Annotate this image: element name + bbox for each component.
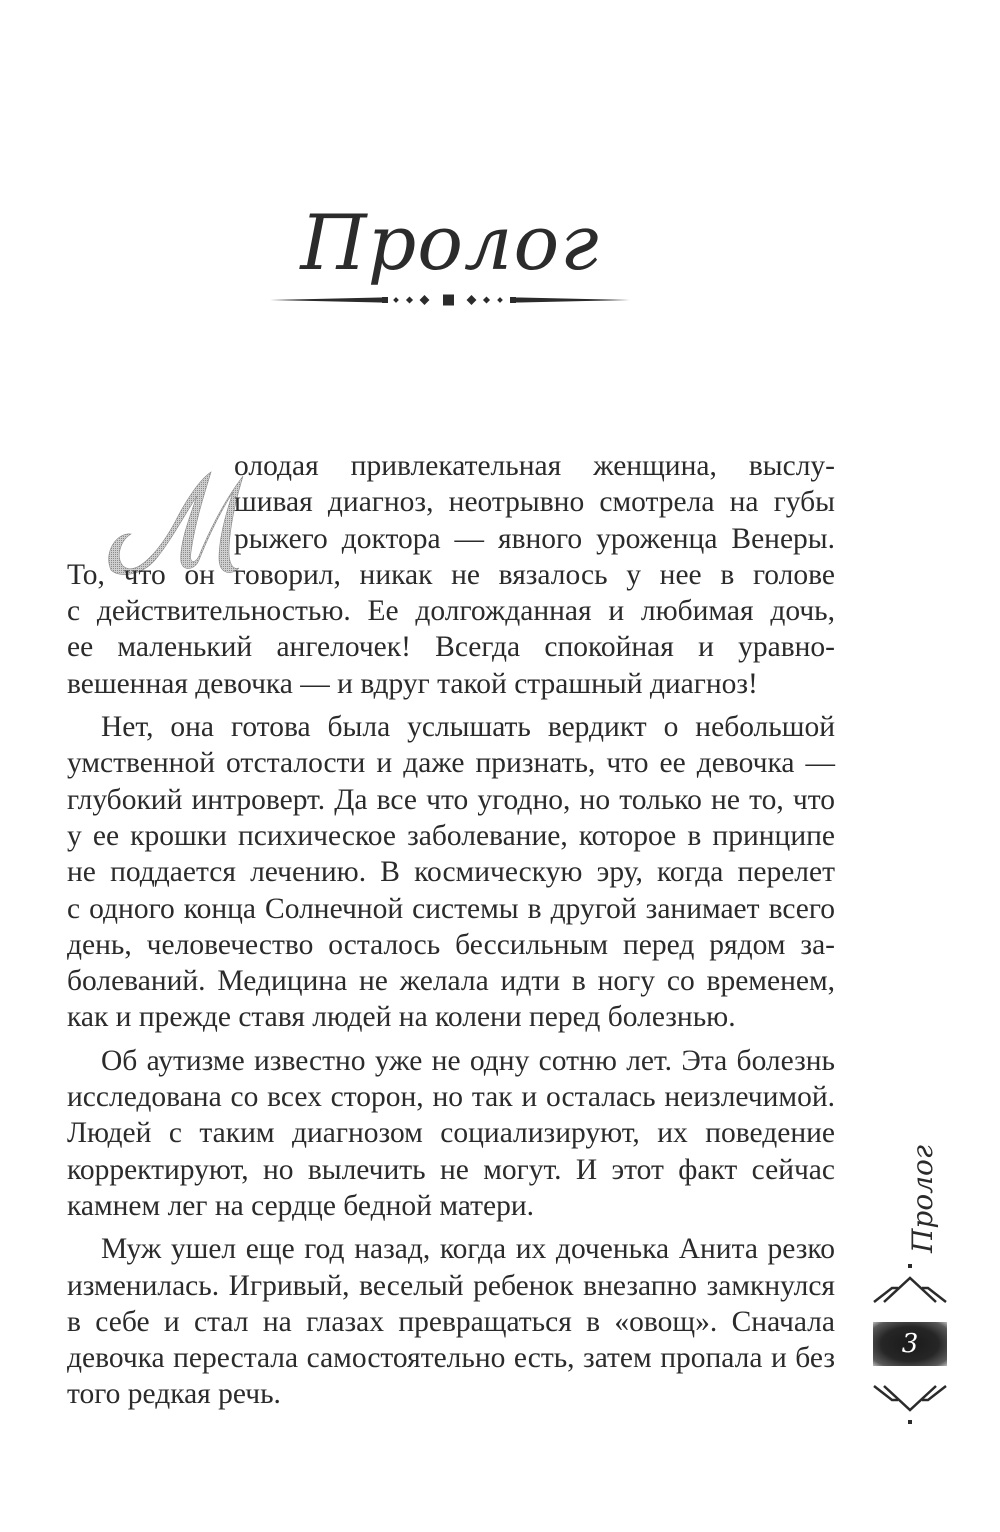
- text-line: с действительностью. Ее долгожданная и любимая дочь,: [67, 595, 835, 628]
- text-line: шивая диагноз, неотрывно смотрела на губы: [234, 486, 835, 519]
- text-line: в себе и стал на глазах превращаться в «овощ». Сначала: [67, 1305, 835, 1338]
- text-line: день, человечество осталось бессильным перед рядом за-: [67, 928, 835, 961]
- text-line: корректируют, но вылечить не могут. И этот факт сейчас: [67, 1153, 835, 1186]
- text-line: ее маленький ангелочек! Всегда спокойная и уравно-: [67, 631, 835, 664]
- text-line: Нет, она готова была услышать вердикт о небольшой: [101, 711, 835, 744]
- running-head-vertical: Пролог: [906, 1144, 939, 1253]
- text-line: девочка перестала самостоятельно есть, затем пропала и без: [67, 1342, 835, 1375]
- text-line: Людей с таким диагнозом социализируют, их поведение: [67, 1117, 835, 1150]
- chapter-body: [67, 448, 835, 1413]
- text-line: не поддается лечению. В космическую эру, когда перелет: [67, 856, 835, 889]
- text-line: То, что он говорил, никак не вязалось у нее в голове: [67, 558, 835, 591]
- text-line: изменилась. Игривый, веселый ребенок внезапно замкнулся: [67, 1269, 835, 1302]
- text-line: с одного конца Солнечной системы в другой занимает всего: [67, 892, 835, 925]
- paragraph-2: [67, 709, 835, 1036]
- text-line: у ее крошки психическое заболевание, которое в принципе: [67, 819, 835, 852]
- title-divider-ornament: [270, 287, 630, 313]
- text-line: исследована со всех сторон, но так и осталась неизлечимой.: [67, 1081, 835, 1114]
- text-line: как и прежде ставя людей на колени перед болезнью.: [67, 1001, 736, 1034]
- page-number: 3: [901, 1329, 919, 1359]
- paragraph-4: [67, 1231, 835, 1412]
- text-line: глубокий интроверт. Да все что угодно, но только не то, что: [67, 783, 835, 816]
- margin-ornament-bottom-icon: [872, 1380, 948, 1426]
- paragraph-3: [67, 1043, 835, 1224]
- text-line: рыжего доктора — явного уроженца Венеры.: [234, 522, 835, 555]
- margin-ornament-top-icon: [872, 1262, 948, 1308]
- text-line: камнем лег на сердце бедной матери.: [67, 1189, 535, 1222]
- text-line: Об аутизме известно уже не одну сотню лет. Эта болезнь: [101, 1044, 835, 1077]
- page-number-badge: [873, 1322, 947, 1366]
- text-line: вешенная девочка — и вдруг такой страшный диагноз!: [67, 667, 758, 700]
- chapter-title: Пролог: [300, 198, 600, 287]
- text-line: болеваний. Медицина не желала идти в ногу со временем,: [67, 965, 835, 998]
- text-line: того редкая речь.: [67, 1378, 281, 1411]
- paragraph-1: [67, 448, 835, 702]
- text-line: олодая привлекательная женщина, выслу-: [234, 450, 835, 482]
- text-line: Муж ушел еще год назад, когда их доченька Анита резко: [101, 1233, 835, 1266]
- text-line: умственной отсталости и даже признать, что ее девочка —: [67, 747, 835, 780]
